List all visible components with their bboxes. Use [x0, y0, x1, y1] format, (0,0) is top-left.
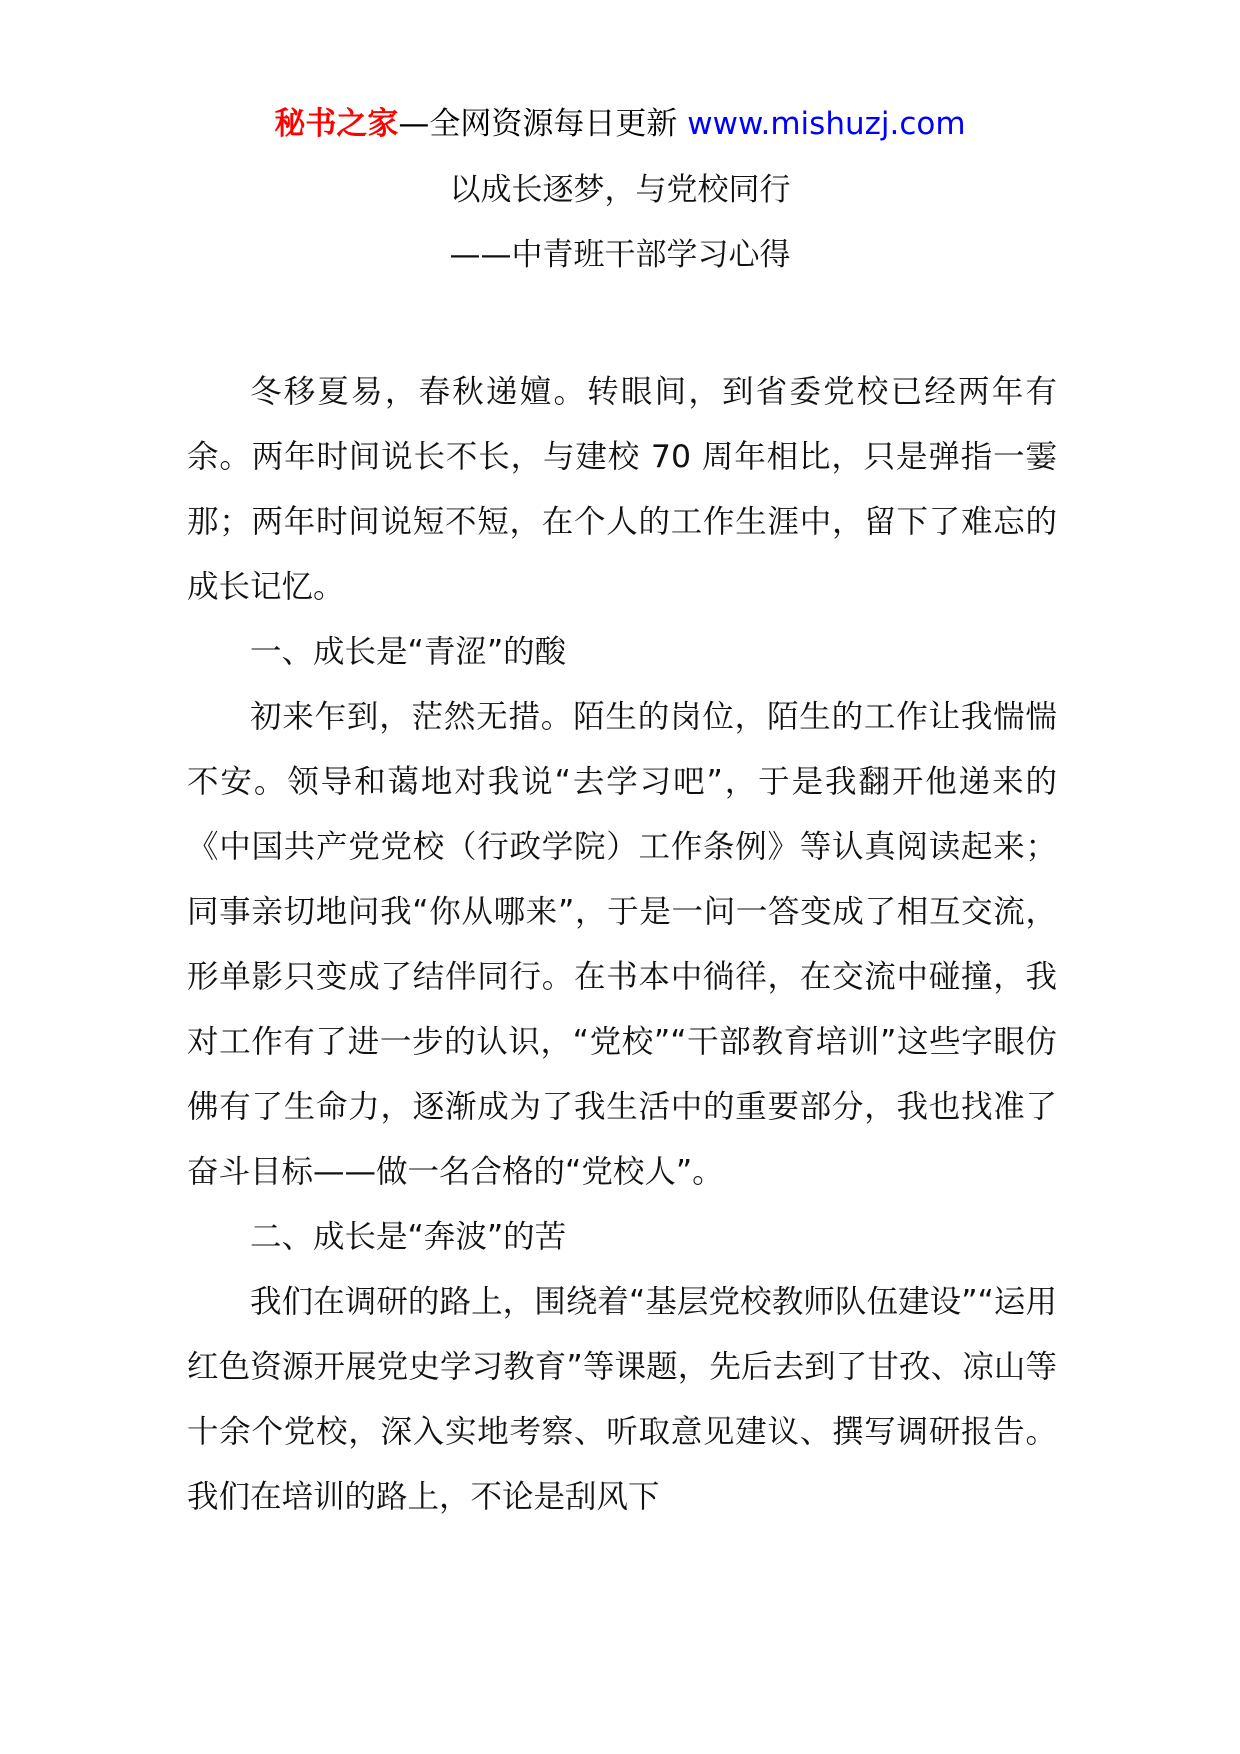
site-url-link[interactable]: www.mishuzj.com — [687, 106, 966, 142]
header-tagline: —全网资源每日更新 — [398, 106, 678, 142]
paragraph-section-2: 我们在调研的路上，围绕着“基层党校教师队伍建设”“运用红色资源开展党史学习教育”等课题，先后去到了甘孜、凉山等十余个党校，深入实地考察、听取意见建议、撰写调研报告。我们在培训的路上，不论是刮风下 — [187, 1284, 1057, 1515]
paragraph-section-1: 初来乍到，茫然无措。陌生的岗位，陌生的工作让我惴惴不安。领导和蔼地对我说“去学习吧”，于是我翻开他递来的《中国共产党党校（行政学院）工作条例》等认真阅读起来；同事亲切地问我“你从哪来”，于是一问一答变成了相互交流，形单影只变成了结伴同行。在书本中徜徉，在交流中碰撞，我对工作有了进一步的认识，“党校”“干部教育培训”这些字眼仿佛有了生命力，逐渐成为了我生活中的重要部分，我也找准了奋斗目标——做一名合格的“党校人”。 — [187, 699, 1057, 1190]
section-heading-1: 一、成长是“青涩”的酸 — [250, 634, 567, 670]
brand-name: 秘书之家 — [274, 106, 399, 142]
document-title: 以成长逐梦，与党校同行 — [449, 172, 791, 208]
document-subtitle: ——中青班干部学习心得 — [449, 237, 791, 273]
paragraph-intro: 冬移夏易，春秋递嬗。转眼间，到省委党校已经两年有余。两年时间说长不长，与建校 70 周年相比，只是弹指一霎那；两年时间说短不短，在个人的工作生涯中，留下了难忘的成长记忆。 — [187, 374, 1057, 605]
section-heading-2: 二、成长是“奔波”的苦 — [250, 1219, 567, 1255]
document-body — [187, 360, 1057, 1530]
page-header — [0, 102, 1240, 146]
